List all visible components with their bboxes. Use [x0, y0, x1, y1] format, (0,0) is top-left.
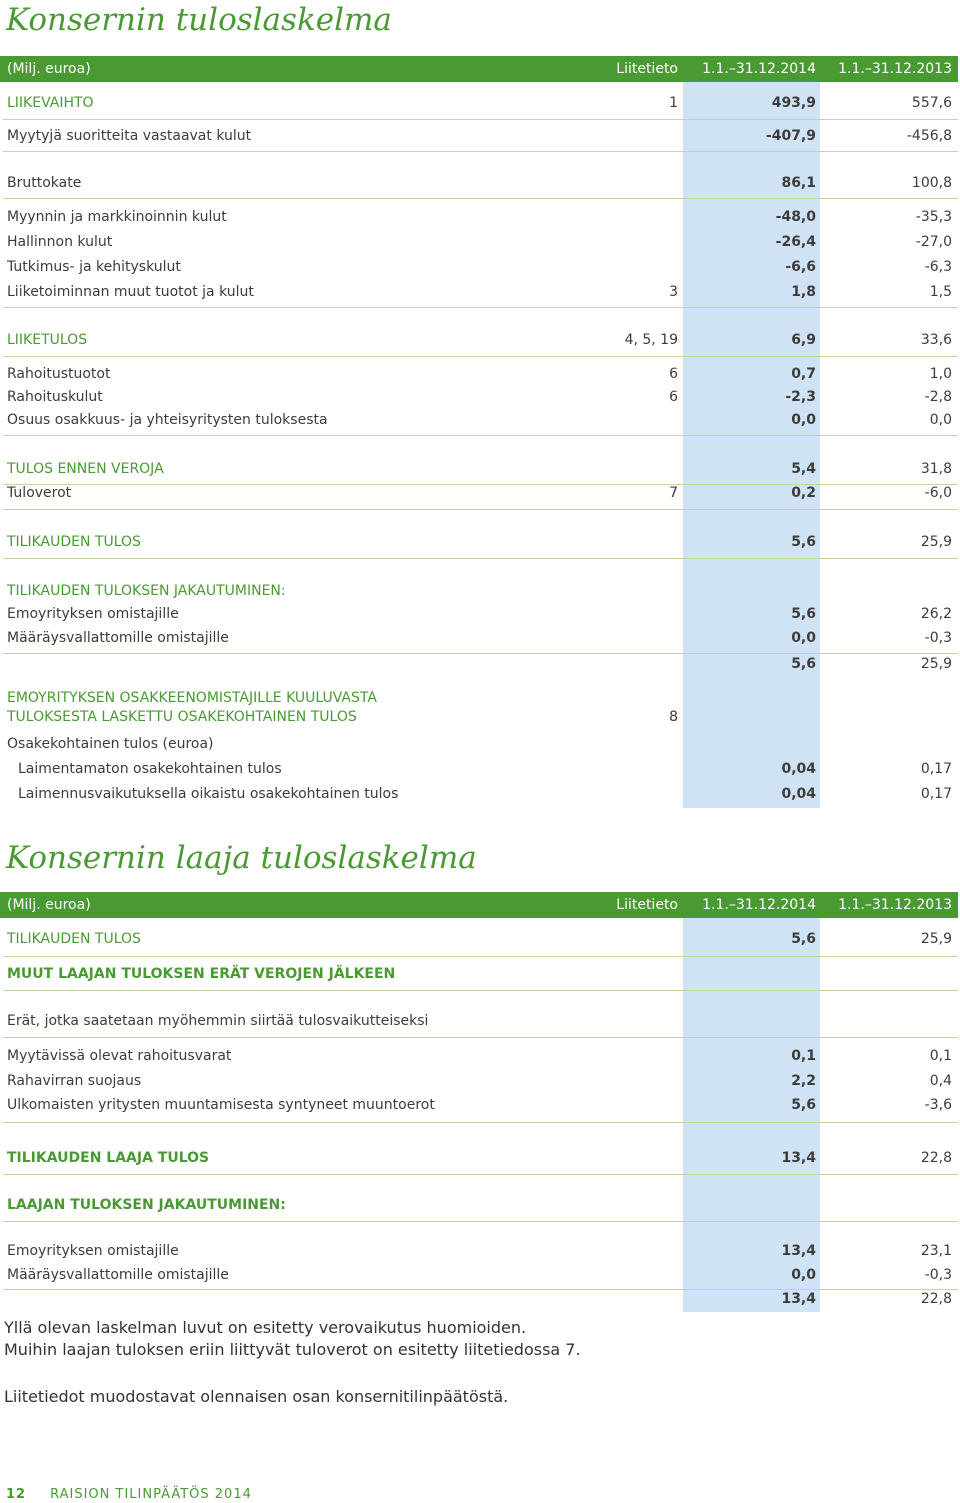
divider: [3, 307, 958, 308]
value-2014: 0,7: [791, 366, 816, 382]
value-2013: -0,3: [924, 630, 952, 646]
divider: [3, 198, 958, 199]
value-2014: 5,6: [791, 606, 816, 622]
row-note: 3: [669, 284, 678, 300]
row-label: LIIKEVAIHTO: [7, 95, 94, 111]
row-label: Hallinnon kulut: [7, 234, 113, 250]
value-2013: 31,8: [920, 461, 952, 477]
row-label: Myytävissä olevat rahoitusvarat: [7, 1048, 232, 1064]
divider: [3, 151, 958, 152]
value-2014: 13,4: [781, 1150, 816, 1166]
value-2013: 25,9: [920, 656, 952, 672]
divider: [3, 956, 958, 957]
value-2014: 0,1: [791, 1048, 816, 1064]
value-2013: -35,3: [915, 209, 952, 225]
value-2013: 100,8: [911, 175, 952, 191]
row-label: TILIKAUDEN TULOS: [7, 931, 141, 947]
footnote: Yllä olevan laskelman luvut on esitetty verovaikutus huomioiden.: [4, 1318, 527, 1337]
value-2014: 5,6: [791, 931, 816, 947]
row-label: Myytyjä suoritteita vastaavat kulut: [7, 128, 252, 144]
value-2013: -3,6: [924, 1097, 952, 1113]
footnote: Liitetiedot muodostavat olennaisen osan konsernitilinpäätöstä.: [4, 1387, 509, 1406]
value-2014: 86,1: [781, 175, 816, 191]
value-2013: 22,8: [920, 1291, 952, 1307]
value-2014: -48,0: [775, 209, 816, 225]
footnote: Muihin laajan tuloksen eriin liittyvät tuloverot on esitetty liitetiedossa 7.: [4, 1340, 581, 1359]
unit-label: (Milj. euroa): [7, 897, 91, 913]
row-note: 1: [669, 95, 678, 111]
divider: [3, 356, 958, 357]
divider: [3, 1289, 958, 1290]
value-2013: -0,3: [924, 1267, 952, 1283]
row-label: MUUT LAAJAN TULOKSEN ERÄT VEROJEN JÄLKEEN: [7, 966, 396, 982]
row-label: Määräysvallattomille omistajille: [7, 630, 229, 646]
divider: [3, 1221, 958, 1222]
value-2014: 5,4: [791, 461, 816, 477]
divider: [3, 119, 958, 120]
row-note: 7: [669, 485, 678, 501]
statement-title: Konsernin laaja tuloslaskelma: [6, 840, 477, 876]
value-2014: 6,9: [791, 332, 816, 348]
value-2013: -27,0: [915, 234, 952, 250]
row-label: Laimentamaton osakekohtainen tulos: [18, 761, 282, 777]
value-2014: -407,9: [765, 128, 816, 144]
value-2013: -6,3: [924, 259, 952, 275]
row-note: 8: [669, 709, 678, 725]
divider: [3, 990, 958, 991]
value-2013: 23,1: [920, 1243, 952, 1259]
value-2014: 5,6: [791, 534, 816, 550]
value-2013: 0,17: [920, 761, 952, 777]
row-label: TILIKAUDEN TULOS: [7, 534, 141, 550]
value-2014: 1,8: [791, 284, 816, 300]
value-2013: 25,9: [920, 931, 952, 947]
period-2014-header: 1.1.–31.12.2014: [702, 61, 816, 77]
row-label: LIIKETULOS: [7, 332, 88, 348]
value-2014: -6,6: [785, 259, 816, 275]
value-2014: 0,04: [781, 786, 816, 802]
row-label: TILIKAUDEN LAAJA TULOS: [7, 1150, 210, 1166]
statement-title: Konsernin tuloslaskelma: [6, 2, 392, 38]
value-2014: 13,4: [781, 1291, 816, 1307]
row-label: Emoyrityksen omistajille: [7, 606, 179, 622]
value-2013: 0,17: [920, 786, 952, 802]
row-label: TILIKAUDEN TULOKSEN JAKAUTUMINEN:: [7, 583, 286, 599]
row-label: Liiketoiminnan muut tuotot ja kulut: [7, 284, 254, 300]
value-2013: 1,5: [929, 284, 952, 300]
row-label: Bruttokate: [7, 175, 82, 191]
row-label: TULOS ENNEN VEROJA: [7, 461, 164, 477]
row-label: Osuus osakkuus- ja yhteisyritysten tuloksesta: [7, 412, 328, 428]
page-footer: [6, 1487, 252, 1502]
row-label: Laimennusvaikutuksella oikaistu osakekohtainen tulos: [18, 786, 399, 802]
value-2014: 2,2: [791, 1073, 816, 1089]
note-column-header: Liitetieto: [616, 897, 678, 913]
value-2013: 0,0: [929, 412, 952, 428]
row-label: Osakekohtainen tulos (euroa): [7, 736, 214, 752]
row-label: Myynnin ja markkinoinnin kulut: [7, 209, 227, 225]
row-label: Määräysvallattomille omistajille: [7, 1267, 229, 1283]
value-2013: -6,0: [924, 485, 952, 501]
row-note: 6: [669, 366, 678, 382]
row-label: EMOYRITYKSEN OSAKKEENOMISTAJILLE KUULUVASTA: [7, 690, 377, 706]
divider: [3, 509, 958, 510]
value-2013: 557,6: [911, 95, 952, 111]
divider: [3, 558, 958, 559]
value-2013: 0,1: [929, 1048, 952, 1064]
publication-name: RAISION TILINPÄÄTÖS 2014: [50, 1487, 252, 1502]
row-note: 4, 5, 19: [624, 332, 678, 348]
value-2013: 1,0: [929, 366, 952, 382]
value-2014: 0,04: [781, 761, 816, 777]
divider: [3, 653, 958, 654]
row-label: Rahavirran suojaus: [7, 1073, 142, 1089]
divider: [3, 435, 958, 436]
period-2013-header: 1.1.–31.12.2013: [838, 897, 952, 913]
row-label: Rahoitustuotot: [7, 366, 111, 382]
period-2014-header: 1.1.–31.12.2014: [702, 897, 816, 913]
value-2014: 13,4: [781, 1243, 816, 1259]
value-2013: 0,4: [929, 1073, 952, 1089]
row-label: TULOKSESTA LASKETTU OSAKEKOHTAINEN TULOS: [7, 709, 357, 725]
value-2014: 0,0: [791, 1267, 816, 1283]
page-number: 12: [6, 1487, 27, 1502]
value-2014: -2,3: [785, 389, 816, 405]
value-2014: 0,2: [791, 485, 816, 501]
value-2014: 0,0: [791, 630, 816, 646]
value-2014: -26,4: [775, 234, 816, 250]
divider: [3, 1037, 958, 1038]
row-label: Erät, jotka saatetaan myöhemmin siirtää tulosvaikutteiseksi: [7, 1013, 429, 1029]
divider: [3, 1174, 958, 1175]
row-note: 6: [669, 389, 678, 405]
row-label: LAAJAN TULOKSEN JAKAUTUMINEN:: [7, 1197, 286, 1213]
row-label: Tuloverot: [7, 485, 72, 501]
table-header: [0, 892, 958, 918]
value-2013: 22,8: [920, 1150, 952, 1166]
row-label: Emoyrityksen omistajille: [7, 1243, 179, 1259]
unit-label: (Milj. euroa): [7, 61, 91, 77]
value-2014: 5,6: [791, 656, 816, 672]
value-2014: 0,0: [791, 412, 816, 428]
value-2013: 25,9: [920, 534, 952, 550]
note-column-header: Liitetieto: [616, 61, 678, 77]
period-2013-header: 1.1.–31.12.2013: [838, 61, 952, 77]
value-2013: -456,8: [906, 128, 952, 144]
row-label: Tutkimus- ja kehityskulut: [7, 259, 181, 275]
value-2013: 33,6: [920, 332, 952, 348]
divider: [3, 1122, 958, 1123]
value-2014: 5,6: [791, 1097, 816, 1113]
row-label: Rahoituskulut: [7, 389, 103, 405]
value-2013: -2,8: [924, 389, 952, 405]
value-2013: 26,2: [920, 606, 952, 622]
table-header: [0, 56, 958, 82]
row-label: Ulkomaisten yritysten muuntamisesta syntyneet muuntoerot: [7, 1097, 435, 1113]
value-2014: 493,9: [771, 95, 816, 111]
